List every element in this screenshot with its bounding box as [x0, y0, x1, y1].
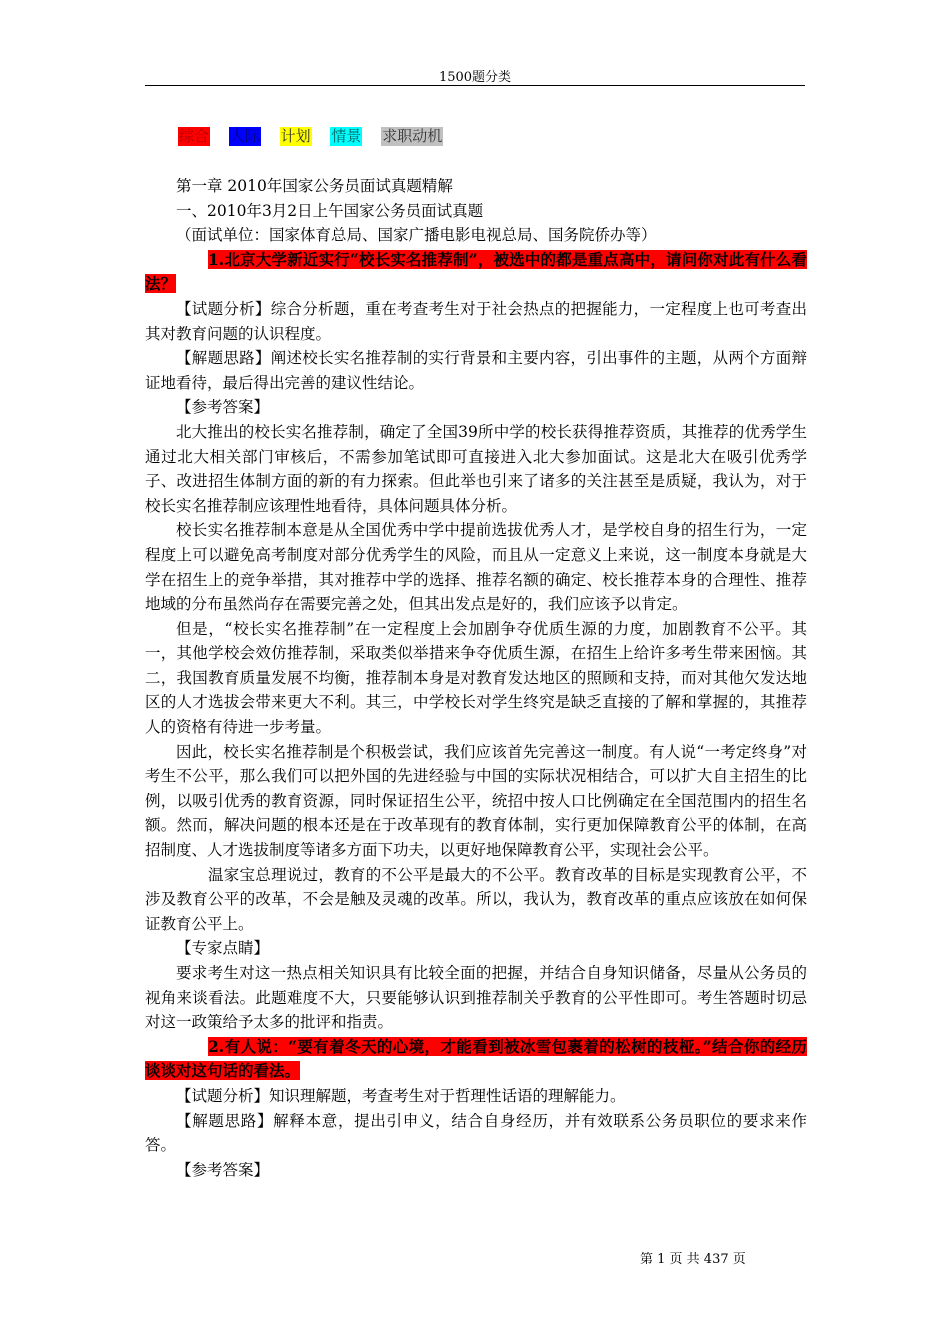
q1-answer-paragraph: 温家宝总理说过，教育的不公平是最大的不公平。教育改革的目标是实现教育公平，不涉及教育公平的改革，不会是触及灵魂的改革。所以，我认为，教育改革的重点应该放在如何保证教育公平上。: [145, 865, 807, 933]
category-tags: [178, 127, 457, 146]
question-2: [145, 1035, 807, 1084]
page-header: 1500题分类: [145, 66, 805, 86]
question-2-text: 2.有人说：“要有着冬天的心境，才能看到被冰雪包裹着的松树的枝桠。”结合你的经历谈谈对这句话的看法。: [145, 1036, 807, 1081]
q1-expert-label: 【专家点睛】: [176, 939, 270, 958]
q2-answer-label: 【参考答案】: [176, 1160, 270, 1179]
tag-comprehensive: 综合: [179, 127, 210, 145]
tag-interpersonal: 人际: [229, 127, 260, 145]
q1-answer-paragraph: 但是，“校长实名推荐制”在一定程度上会加剧争夺优质生源的力度，加剧教育不公平。其一，其他学校会效仿推荐制，采取类似举措来争夺优质生源，在招生上给许多考生带来困恼。其二，我国教育质量发展不均衡，推荐制本身是对教育发达地区的照顾和支持，而对其他欠发达地区的人才选拔会带来更大不利。其三，中学校长对学生终究是缺乏直接的了解和掌握的，其推荐人的资格有待进一步考量。: [145, 619, 807, 737]
question-1: [145, 248, 807, 297]
q2-analysis: 【试题分析】知识理解题，考查考生对于哲理性话语的理解能力。: [176, 1086, 626, 1105]
q1-analysis: 【试题分析】综合分析题，重在考查考生对于社会热点的把握能力，一定程度上也可考查出其对教育问题的认识程度。: [145, 299, 807, 343]
tag-job-motivation: 求职动机: [382, 127, 443, 145]
q1-answer-label: 【参考答案】: [176, 398, 270, 417]
document-body: [145, 174, 807, 1182]
q2-approach: 【解题思路】解释本意，提出引申义，结合自身经历，并有效联系公务员职位的要求来作答。: [145, 1111, 807, 1155]
q1-answer-paragraph: 因此，校长实名推荐制是个积极尝试，我们应该首先完善这一制度。有人说“一考定终身”对考生不公平，那么我们可以把外国的先进经验与中国的实际状况相结合，可以扩大自主招生的比例，以吸引优秀的教育资源，同时保证招生公平，统招中按人口比例确定在全国范围内的招生名额。然而，解决问题的根本还是在于改革现有的教育体制，实行更加保障教育公平的体制，在高招制度、人才选拔制度等诸多方面下功夫，以更好地保障教育公平，实现社会公平。: [145, 742, 807, 860]
q1-answer-paragraph: 北大推出的校长实名推荐制，确定了全国39所中学的校长获得推荐资质，其推荐的优秀学生通过北大相关部门审核后，不需参加笔试即可直接进入北大参加面试。这是北大在吸引优秀学子、改进招生体制方面的新的有力探索。但此举也引来了诸多的关注甚至是质疑，我认为，对于校长实名推荐制应该理性地看待，具体问题具体分析。: [145, 422, 807, 515]
page-footer: 第 1 页 共 437 页: [640, 1252, 746, 1267]
q1-answer-paragraph: 校长实名推荐制本意是从全国优秀中学中提前选拔优秀人才，是学校自身的招生行为，一定程度上可以避免高考制度对部分优秀学生的风险，而且从一定意义上来说，这一制度本身就是大学在招生上的竞争举措，其对推荐中学的选择、推荐名额的确定、校长推荐本身的合理性、推荐地域的分布虽然尚存在需要完善之处，但其出发点是好的，我们应该予以肯定。: [145, 521, 807, 614]
tag-scenario: 情景: [331, 127, 362, 145]
q1-approach: 【解题思路】阐述校长实名推荐制的实行背景和主要内容，引出事件的主题，从两个方面辩证地看待，最后得出完善的建议性结论。: [145, 349, 807, 392]
tag-planning: 计划: [280, 127, 311, 145]
section-title: 一、2010年3月2日上午国家公务员面试真题: [176, 201, 484, 220]
question-1-text: 1.北京大学新近实行“校长实名推荐制”，被选中的都是重点高中，请问你对此有什么看法？: [145, 249, 807, 294]
q1-expert-comment: 要求考生对这一热点相关知识具有比较全面的把握，并结合自身知识储备，尽量从公务员的视角来谈看法。此题难度不大，只要能够认识到推荐制关乎教育的公平性即可。考生答题时切忌对这一政策给予太多的批评和指责。: [145, 964, 807, 1032]
chapter-title: 第一章 2010年国家公务员面试真题精解: [176, 177, 453, 195]
interview-units: （面试单位：国家体育总局、国家广播电影电视总局、国务院侨办等）: [176, 226, 657, 245]
